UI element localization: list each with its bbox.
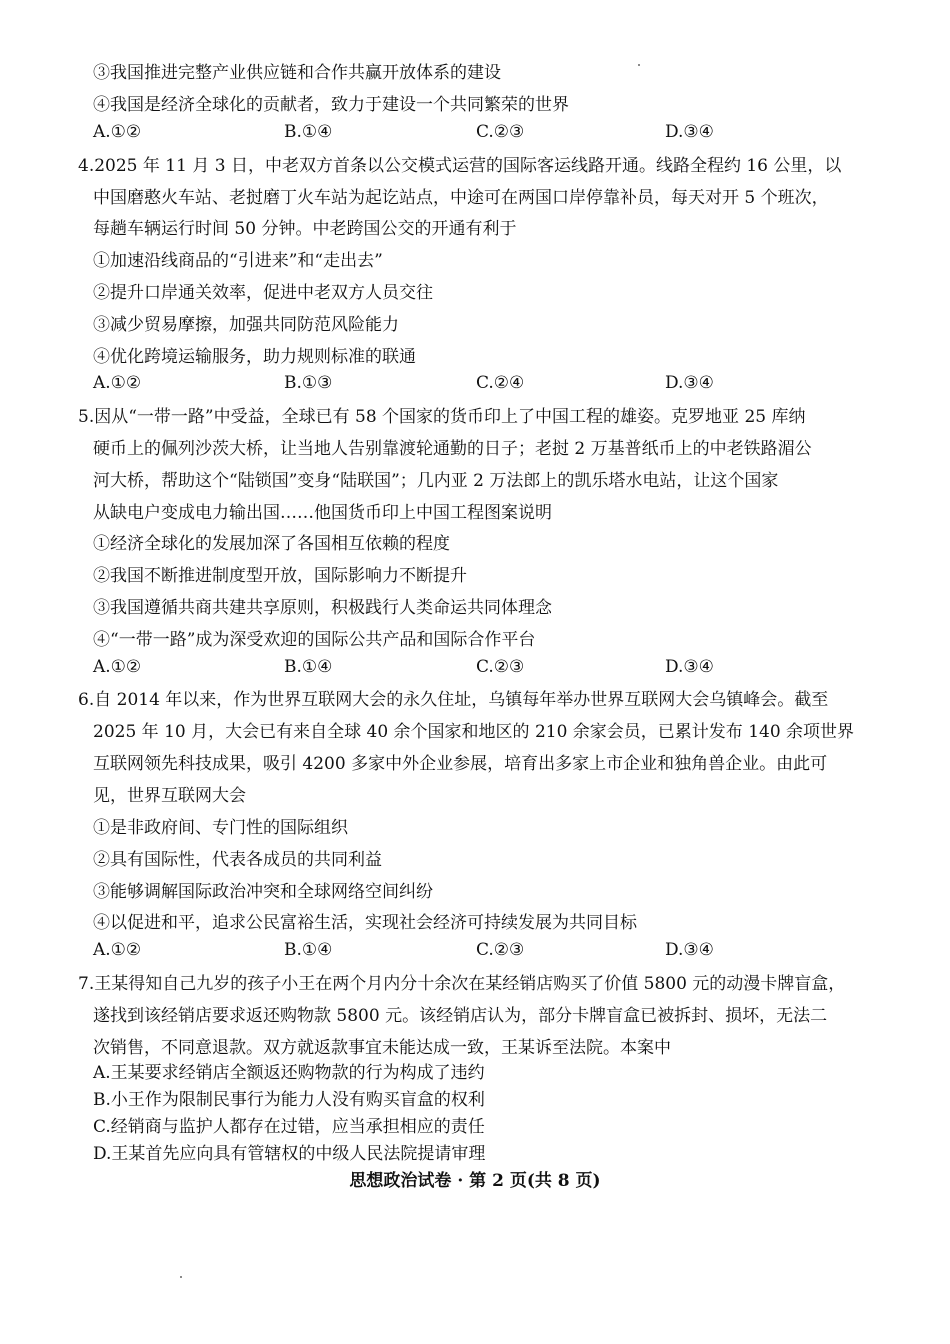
- q7-choice-a: A.王某要求经销店全额返还购物款的行为构成了违约: [93, 1063, 485, 1083]
- q4-stem-line-2: 中国磨憨火车站、老挝磨丁火车站为起讫站点，中途可在两国口岸停靠补员，每天对开 5 个班次，: [93, 188, 829, 208]
- q4-item-3: ③减少贸易摩擦，加强共同防范风险能力: [93, 315, 399, 335]
- option-c: C.②③: [476, 122, 525, 142]
- q5-stem-line-2: 硬币上的佩列沙茨大桥，让当地人告别靠渡轮通勤的日子；老挝 2 万基普纸币上的中老铁路湄公: [93, 439, 812, 459]
- scan-dot: [638, 64, 640, 66]
- option-b: B.①③: [284, 373, 333, 393]
- prev-item-4: ④我国是经济全球化的贡献者，致力于建设一个共同繁荣的世界: [93, 95, 569, 115]
- q6-stem-line-4: 见，世界互联网大会: [93, 786, 246, 806]
- q6-item-2: ②具有国际性，代表各成员的共同利益: [93, 850, 382, 870]
- q7-choice-c: C.经销商与监护人都存在过错，应当承担相应的责任: [93, 1117, 485, 1137]
- q5-stem-line-3: 河大桥，帮助这个“陆锁国”变身“陆联国”；几内亚 2 万法郎上的凯乐塔水电站，让这个国家: [93, 471, 779, 491]
- option-c: C.②③: [476, 940, 525, 960]
- q6-item-4: ④以促进和平，追求公民富裕生活，实现社会经济可持续发展为共同目标: [93, 913, 637, 933]
- q4-item-1: ①加速沿线商品的“引进来”和“走出去”: [93, 251, 383, 271]
- q7-choice-b: B.小王作为限制民事行为能力人没有购买盲盒的权利: [93, 1090, 485, 1110]
- option-a: A.①②: [93, 373, 142, 393]
- q7-stem-line-2: 遂找到该经销店要求返还购物款 5800 元。该经销店认为，部分卡牌盲盒已被拆封、损坏，无法二: [93, 1006, 828, 1026]
- q5-item-4: ④“一带一路”成为深受欢迎的国际公共产品和国际合作平台: [93, 630, 536, 650]
- q4-stem-line-1: 4.2025 年 11 月 3 日，中老双方首条以公交模式运营的国际客运线路开通。线路全程约 16 公里，以: [78, 156, 842, 176]
- q5-options: [93, 656, 853, 678]
- q6-item-3: ③能够调解国际政治冲突和全球网络空间纠纷: [93, 882, 433, 902]
- option-d: D.③④: [665, 657, 714, 677]
- q4-options: [93, 372, 853, 394]
- option-a: A.①②: [93, 657, 142, 677]
- option-d: D.③④: [665, 122, 714, 142]
- q5-item-1: ①经济全球化的发展加深了各国相互依赖的程度: [93, 534, 450, 554]
- q6-options: [93, 939, 853, 961]
- option-a: A.①②: [93, 940, 142, 960]
- q7-stem-line-3: 次销售，不同意退款。双方就返款事宜未能达成一致，王某诉至法院。本案中: [93, 1038, 671, 1058]
- option-b: B.①④: [284, 122, 333, 142]
- option-d: D.③④: [665, 373, 714, 393]
- q5-item-3: ③我国遵循共商共建共享原则，积极践行人类命运共同体理念: [93, 598, 552, 618]
- q6-stem-line-2: 2025 年 10 月，大会已有来自全球 40 余个国家和地区的 210 余家会员，已累计发布 140 余项世界: [93, 722, 855, 742]
- option-b: B.①④: [284, 940, 333, 960]
- prev-item-3: ③我国推进完整产业供应链和合作共赢开放体系的建设: [93, 63, 501, 83]
- option-a: A.①②: [93, 122, 142, 142]
- q5-stem-line-4: 从缺电户变成电力输出国……他国货币印上中国工程图案说明: [93, 503, 552, 523]
- q6-item-1: ①是非政府间、专门性的国际组织: [93, 818, 348, 838]
- q4-item-2: ②提升口岸通关效率，促进中老双方人员交往: [93, 283, 433, 303]
- scan-dot: [180, 1276, 182, 1278]
- q5-item-2: ②我国不断推进制度型开放，国际影响力不断提升: [93, 566, 467, 586]
- option-b: B.①④: [284, 657, 333, 677]
- q4-item-4: ④优化跨境运输服务，助力规则标准的联通: [93, 347, 416, 367]
- q5-stem-line-1: 5.因从“一带一路”中受益，全球已有 58 个国家的货币印上了中国工程的雄姿。克罗地亚 25 库纳: [78, 407, 806, 427]
- q6-stem-line-3: 互联网领先科技成果，吸引 4200 多家中外企业参展，培育出多家上市企业和独角兽企业。由此可: [93, 754, 828, 774]
- page-footer: 思想政治试卷 · 第 2 页(共 8 页): [349, 1171, 601, 1191]
- q6-stem-line-1: 6.自 2014 年以来，作为世界互联网大会的永久住址，乌镇每年举办世界互联网大会乌镇峰会。截至: [78, 690, 829, 710]
- q7-choice-d: D.王某首先应向具有管辖权的中级人民法院提请审理: [93, 1144, 486, 1164]
- option-c: C.②④: [476, 373, 525, 393]
- prev-options: [93, 121, 853, 143]
- q7-stem-line-1: 7.王某得知自己九岁的孩子小王在两个月内分十余次在某经销店购买了价值 5800 元的动漫卡牌盲盒，: [78, 974, 846, 994]
- option-d: D.③④: [665, 940, 714, 960]
- q4-stem-line-3: 每趟车辆运行时间 50 分钟。中老跨国公交的开通有利于: [93, 219, 517, 239]
- option-c: C.②③: [476, 657, 525, 677]
